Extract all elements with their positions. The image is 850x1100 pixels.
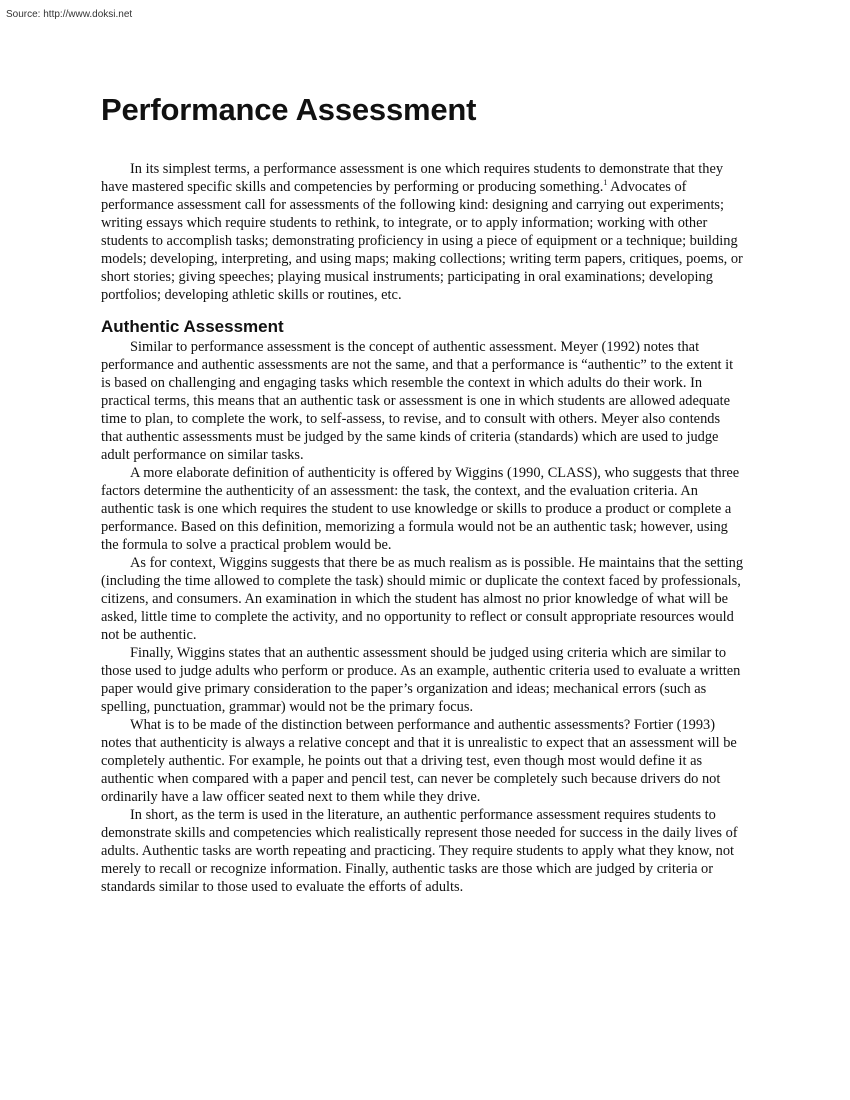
paragraph-distinction: What is to be made of the distinction between performance and authentic assessments? Fortier (1993) notes that authenticity is always a relative concept and that it is unrealistic to expect that an assessment will be completely authentic. For example, he points out that a driving test, even though most would define it as authentic when compared with a paper and pencil test, can never be completely such because drivers do not ordinarily have a law officer seated next to them while they drive. bbox=[101, 717, 737, 805]
source-attribution: Source: http://www.doksi.net bbox=[6, 9, 133, 20]
paragraph-meyer-definition: Similar to performance assessment is the concept of authentic assessment. Meyer (1992) notes that performance and authentic assessments are not the same, and that a performance is “authentic” to the extent it is based on challenging and engaging tasks which resemble the context in which adults do their work. In practical terms, this means that an authentic task or assessment is one in which students are allowed adequate time to plan, to complete the work, to self-assess, to revise, and to consult with others. Meyer also contends that authentic assessments must be judged by the same kinds of criteria (standards) which are used to judge adult performance on similar tasks. bbox=[101, 339, 734, 463]
intro-text-part-2: Advocates of performance assessment call for assessments of the following kind: designing and carrying out experiments; writing essays which require students to rethink, to integrate, or to apply information; working with other students to accomplish tasks; demonstrating proficiency in using a piece of equipment or a technique; building models; developing, interpreting, and using maps; making collections; writing term papers, critiques, poems, or short stories; giving speeches; playing musical instruments; participating in oral examinations; developing portfolios; developing athletic skills or routines, etc. bbox=[101, 179, 743, 303]
intro-paragraph bbox=[101, 160, 745, 304]
document-body bbox=[101, 160, 745, 896]
paragraph-context: As for context, Wiggins suggests that there be as much realism as is possible. He maintains that the setting (including the time allowed to complete the task) should mimic or duplicate the context faced by professionals, citizens, and consumers. An examination in which the student has almost no prior knowledge of what will be asked, little time to complete the activity, and no opportunity to reflect or consult appropriate resources would not be authentic. bbox=[101, 555, 744, 643]
paragraph-criteria: Finally, Wiggins states that an authentic assessment should be judged using criteria which are similar to those used to judge adults who perform or produce. As an example, authentic criteria used to evaluate a written paper would give primary consideration to the paper’s organization and ideas; mechanical errors (such as spelling, punctuation, grammar) would not be the primary focus. bbox=[101, 645, 741, 715]
section-heading: Authentic Assessment bbox=[101, 317, 284, 336]
footnote-reference: 1 bbox=[603, 178, 608, 187]
intro-text-part-1: In its simplest terms, a performance assessment is one which requires students to demonstrate that they have mastered specific skills and competencies by performing or producing something. bbox=[101, 161, 724, 195]
page-title: Performance Assessment bbox=[101, 92, 477, 127]
paragraph-summary: In short, as the term is used in the literature, an authentic performance assessment requires students to demonstrate skills and competencies which realistically represent those needed for success in the daily lives of adults. Authentic tasks are worth repeating and practicing. They require students to apply what they know, not merely to recall or recognize information. Finally, authentic tasks are those which are judged by criteria or standards similar to those used to evaluate the efforts of adults. bbox=[101, 807, 738, 895]
paragraph-wiggins-definition: A more elaborate definition of authenticity is offered by Wiggins (1990, CLASS), who suggests that three factors determine the authenticity of an assessment: the task, the context, and the evaluation criteria. An authentic task is one which requires the student to use knowledge or skills to produce a product or complete a performance. Based on this definition, memorizing a formula would not be an authentic task; however, using the formula to solve a practical problem would be. bbox=[101, 465, 740, 553]
